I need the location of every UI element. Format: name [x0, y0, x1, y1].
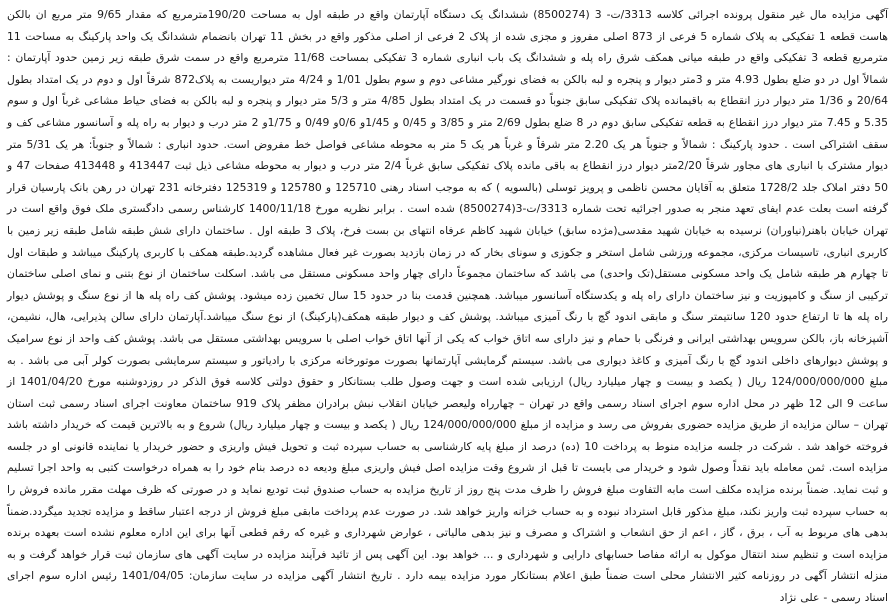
auction-notice-text: آگهی مزایده مال غیر منقول پرونده اجرائی کلاسه 3313/ت- 3 (8500274) ششدانگ یک دستگاه آپارتمان واقع در طبقه اول به مساحت 190/20مترمربع که مقدار 9/65 متر مربع ان بالکن هاست قطعه 1 تفکیکی به پلاک شماره 5 فرعی از 873 اصلی مفروز و مجزی شده از پلاک 2 فرعی از اصلی مذکور واقع در بخش 11 تهران بانضمام ششدانگ یک واحد پارکینگ به مساحت 11 مترمربع قطعه 3 تفکیکی واقع در طبقه میانی همکف شرق راه پله و ششدانگ یک باب انباری شماره 3 تفکیکی بمساحت 11/68 مترمربع واقع در سمت شرق طبقه زیر زمین حدود آپارتمان : شمالاً اول در دو ضلع بطول 4.93 متر و 3متر دیوار و پنجره و لبه بالکن به فضای نورگیر مشاعی دوم و سوم بطول 1/01 و 4/24 متر دیواریست به پلاک872 شرقاً اول و دوم در یک امتداد بطول 20/64 و 1/36 متر دیوار درز انقطاع به باقیمانده پلاک تفکیکی سابق جنوباً دو قسمت در یک امتداد بطول 4/85 متر و 5/3 متر دیوار و پنجره و لبه بالکن به فضای حیاط مشاعی غرباً اول و سوم 5.35 و 7.45 متر دیوار درز انقطاع به قطعه تفکیکی سابق دوم در 8 ضلع بطول 2/69 متر و 3/85 و 0/45 و 1/45و 0/6و 0/49 و 1/75و 2 متر درب و دیوار به راه پله و آسانسور مشاعی کف و سقف اشتراکی است . حدود پارکینگ : شمالاً و جنوباً هر یک 2.20 متر شرقاً و غرباً هر یک 5 متر به محوطه مشاعی فواصل خط مفروض است. حدود انباری : شمالاً و جنوباً: هر یک 5/31 متر دیوار مشترک با انباری های مجاور شرقاً 2/20متر دیوار درز انقطاع به باقی مانده پلاک تفکیکی سابق غرباً 2/4 متر درب و دیوار به محوطه مشاعی ذیل ثبت 413447 و 413448 صفحات 47 و 50 دفتر املاک جلد 1728/2 متعلق به آقایان محسن ناظمی و پرویز توسلی (بالسویه ) که به موجب اسناد رهنی 125710 و 125780 و 125319 دفترخانه 231 تهران در رهن بانک پارسیان قرار گرفته است بعلت عدم ایفای تعهد منجر به صدور اجرائیه تحت شماره 3313/ت-3(8500274) شده است . برابر نظریه مورخ 1400/11/18 کارشناس رسمی دادگستری ملک فوق واقع است در تهران خیابان باهنر(نیاوران) نرسیده به خیابان شهید مقدسی(مژده سابق) خیابان شهید کاظم عرفاه انتهای بن بست فرخ، پلاک 3 طبقه اول . ساختمان دارای شش طبقه شامل طبقه زیر زمین با کاربری انباری، تاسیسات مرکزی، مجموعه ورزشی شامل استخر و جکوزی و سونای بخار که در زمان بازدید بصورت غیر فعال مشاهده گردید.طبقه همکف با کاربری پارکینگ میباشد و طبقات اول تا چهارم هر طبقه شامل یک واحد مسکونی مستقل(تک واحدی) می باشد که ساختمان مجموعاً دارای چهار واحد مسکونی مستقل می باشد. اسکلت ساختمان از نوع بتنی و نمای اصلی ساختمان ترکیبی از سنگ و کامپوزیت و نیز ساختمان دارای راه پله و یکدستگاه آسانسور میباشد. همچنین قدمت بنا در حدود 15 سال تخمین زده میشود. پوشش کف راه پله ها از نوع سنگ و پوشش دیوار راه پله ها تا ارتفاع حدود 120 سانتیمتر سنگ و مابقی اندود گچ با رنگ آمیزی میباشد. پوشش کف و دیوار طبقه همکف(پارکینگ) از نوع سنگ میباشد.آپارتمان دارای سالن پذیرایی، هال، نشیمن، آشپزخانه باز، بالکن سرویس بهداشتی ایرانی و فرنگی با حمام و نیز دارای سه اتاق خواب که یکی از آنها اتاق خواب اصلی با سرویس بهداشتی مستقل می باشد. پوشش کف واحد از نوع سرامیک و پوشش دیوارهای داخلی اندود گچ با رنگ آمیزی و کاغذ دیواری می باشد. سیستم گرمایشی آپارتمانها بصورت موتورخانه مرکزی با رادیاتور و سیستم سرمایشی بصورت کولر آبی می باشد . به مبلغ 124/000/000/000 ریال ( یکصد و بیست و چهار میلیارد ریال) ارزیابی شده است و جهت وصول طلب بستانکار و حقوق دولتی کلاسه فوق الذکر در روزدوشنبه مورخ 1401/04/20 از ساعت 9 الی 12 ظهر در محل اداره سوم اجرای اسناد رسمی واقع در تهران – چهارراه ولیعصر خیابان انقلاب نبش برادران مظفر پلاک 919 ساختمان معاونت اجرای اسناد رسمی ثبت استان تهران – سالن مزایده از طریق مزایده حضوری بفروش می رسد و مزایده از مبلغ 124/000/000/000 ریال ( یکصد و بیست و چهار میلیارد ریال) شروع و به بالاترین قیمت که خریدار داشته باشد فروخته خواهد شد . شرکت در جلسه مزایده منوط به پرداخت 10 (ده) درصد از مبلغ پایه کارشناسی به حساب سپرده ثبت و تحویل فیش واریزی و حضور خریدار یا نماینده قانونی او در جلسه مزایده است. ثمن معامله باید نقداً وصول شود و خریدار می بایست تا قبل از شروع وقت مزایده اصل فیش واریزی مبلغ ودیعه ده درصد بنام خود را به همراه درخواست کتبی به واحد اجرا تسلیم و ثبت نماید. ضمناً برنده مزایده مکلف است مابه التفاوت مبلغ فروش را ظرف مدت پنج روز از تاریخ مزایده به حساب صندوق ثبت تودیع نماید و در صورتی که ظرف مهلت مقرر مانده فروش را به حساب سپرده ثبت واریز نکند، مبلغ مذکور قابل استرداد نبوده و به حساب خزانه واریز خواهد شد. در صورت عدم پرداخت مابقی مبلغ فروش از درجه اعتبار ساقط و مزایده تجدید میگردد.ضمناً بدهی های مربوط به آب ، برق ، گاز ، اعم از حق انشعاب و اشتراک و مصرف و نیز بدهی مالیاتی ، عوارض شهرداری و غیره که رقم قطعی آنها برای این اداره معلوم نشده است بعهده برنده مزایده است و تنظیم سند انتقال موکول به ارائه مفاصا حسابهای دارایی و شهرداری و ... خواهد بود. این آگهی پس از تائید فرآیند مزایده در سایت آگهی های سازمان ثبت قرار خواهد گرفت و به منزله انتشار آگهی در روزنامه کثیر الانتشار محلی است ضمناً طبق اعلام بستانکار مورد مزایده بیمه دارد . تاریخ انتشار آگهی مزایده در سایت سازمان: 1401/04/05 رئیس اداره سوم اجرای اسناد رسمی - علی نژاد — [7, 8, 889, 605]
